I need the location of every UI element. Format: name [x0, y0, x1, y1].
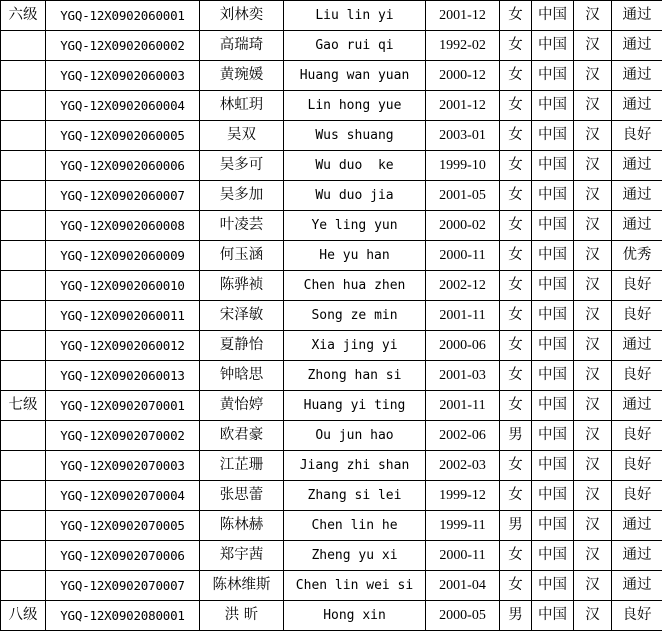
exam-id-cell: YGQ-12X0902060003	[46, 61, 200, 91]
nationality-cell: 中国	[532, 511, 574, 541]
result-cell: 通过	[612, 511, 662, 541]
exam-id-cell: YGQ-12X0902060001	[46, 1, 200, 31]
birth-date-cell: 2000-06	[426, 331, 500, 361]
result-cell: 通过	[612, 391, 662, 421]
exam-id-cell: YGQ-12X0902070005	[46, 511, 200, 541]
exam-id-cell: YGQ-12X0902070003	[46, 451, 200, 481]
gender-cell: 女	[500, 151, 532, 181]
gender-cell: 女	[500, 31, 532, 61]
ethnicity-cell: 汉	[574, 601, 612, 631]
pinyin-name-cell: Ye ling yun	[284, 211, 426, 241]
gender-cell: 女	[500, 1, 532, 31]
birth-date-cell: 2000-11	[426, 241, 500, 271]
nationality-cell: 中国	[532, 31, 574, 61]
exam-id-cell: YGQ-12X0902070004	[46, 481, 200, 511]
pinyin-name-cell: Huang yi ting	[284, 391, 426, 421]
table-row	[1, 181, 662, 211]
result-cell: 通过	[612, 181, 662, 211]
birth-date-cell: 2002-03	[426, 451, 500, 481]
birth-date-cell: 2003-01	[426, 121, 500, 151]
table-row	[1, 301, 662, 331]
pinyin-name-cell: Chen hua zhen	[284, 271, 426, 301]
exam-id-cell: YGQ-12X0902070006	[46, 541, 200, 571]
result-cell: 良好	[612, 301, 662, 331]
exam-id-cell: YGQ-12X0902060006	[46, 151, 200, 181]
nationality-cell: 中国	[532, 481, 574, 511]
chinese-name-cell: 陈林维斯	[200, 571, 284, 601]
gender-cell: 女	[500, 481, 532, 511]
birth-date-cell: 2001-05	[426, 181, 500, 211]
ethnicity-cell: 汉	[574, 451, 612, 481]
chinese-name-cell: 叶凌芸	[200, 211, 284, 241]
birth-date-cell: 2002-06	[426, 421, 500, 451]
gender-cell: 男	[500, 511, 532, 541]
pinyin-name-cell: Jiang zhi shan	[284, 451, 426, 481]
nationality-cell: 中国	[532, 271, 574, 301]
chinese-name-cell: 黄琬媛	[200, 61, 284, 91]
chinese-name-cell: 高瑞琦	[200, 31, 284, 61]
gender-cell: 女	[500, 361, 532, 391]
grade-cell: 六级	[1, 1, 46, 31]
gender-cell: 男	[500, 421, 532, 451]
birth-date-cell: 2001-12	[426, 1, 500, 31]
exam-id-cell: YGQ-12X0902060007	[46, 181, 200, 211]
table-row	[1, 241, 662, 271]
grade-cell	[1, 151, 46, 181]
table-row	[1, 421, 662, 451]
ethnicity-cell: 汉	[574, 481, 612, 511]
grade-cell	[1, 331, 46, 361]
table-row	[1, 121, 662, 151]
nationality-cell: 中国	[532, 541, 574, 571]
grade-cell	[1, 511, 46, 541]
birth-date-cell: 1999-10	[426, 151, 500, 181]
exam-id-cell: YGQ-12X0902080001	[46, 601, 200, 631]
grade-cell	[1, 121, 46, 151]
birth-date-cell: 2002-12	[426, 271, 500, 301]
result-cell: 通过	[612, 211, 662, 241]
result-cell: 通过	[612, 61, 662, 91]
exam-id-cell: YGQ-12X0902060004	[46, 91, 200, 121]
chinese-name-cell: 刘林奕	[200, 1, 284, 31]
exam-id-cell: YGQ-12X0902070002	[46, 421, 200, 451]
nationality-cell: 中国	[532, 91, 574, 121]
grade-cell	[1, 271, 46, 301]
chinese-name-cell: 黄怡婷	[200, 391, 284, 421]
exam-id-cell: YGQ-12X0902060008	[46, 211, 200, 241]
table-row	[1, 151, 662, 181]
nationality-cell: 中国	[532, 571, 574, 601]
pinyin-name-cell: Zheng yu xi	[284, 541, 426, 571]
result-cell: 良好	[612, 451, 662, 481]
exam-id-cell: YGQ-12X0902060005	[46, 121, 200, 151]
exam-id-cell: YGQ-12X0902060002	[46, 31, 200, 61]
pinyin-name-cell: Wus shuang	[284, 121, 426, 151]
chinese-name-cell: 陈骅祯	[200, 271, 284, 301]
pinyin-name-cell: Liu lin yi	[284, 1, 426, 31]
chinese-name-cell: 吴双	[200, 121, 284, 151]
ethnicity-cell: 汉	[574, 511, 612, 541]
birth-date-cell: 2001-11	[426, 391, 500, 421]
pinyin-name-cell: Xia jing yi	[284, 331, 426, 361]
nationality-cell: 中国	[532, 391, 574, 421]
exam-id-cell: YGQ-12X0902070001	[46, 391, 200, 421]
grade-cell	[1, 541, 46, 571]
nationality-cell: 中国	[532, 331, 574, 361]
exam-id-cell: YGQ-12X0902060013	[46, 361, 200, 391]
exam-id-cell: YGQ-12X0902070007	[46, 571, 200, 601]
nationality-cell: 中国	[532, 181, 574, 211]
ethnicity-cell: 汉	[574, 151, 612, 181]
exam-id-cell: YGQ-12X0902060012	[46, 331, 200, 361]
birth-date-cell: 2001-11	[426, 301, 500, 331]
table-row	[1, 451, 662, 481]
nationality-cell: 中国	[532, 451, 574, 481]
ethnicity-cell: 汉	[574, 1, 612, 31]
nationality-cell: 中国	[532, 241, 574, 271]
table-row	[1, 481, 662, 511]
gender-cell: 女	[500, 91, 532, 121]
grade-cell	[1, 421, 46, 451]
table-row	[1, 361, 662, 391]
pinyin-name-cell: Wu duo ke	[284, 151, 426, 181]
nationality-cell: 中国	[532, 421, 574, 451]
result-cell: 通过	[612, 31, 662, 61]
chinese-name-cell: 郑宇茜	[200, 541, 284, 571]
nationality-cell: 中国	[532, 1, 574, 31]
ethnicity-cell: 汉	[574, 181, 612, 211]
chinese-name-cell: 陈林赫	[200, 511, 284, 541]
nationality-cell: 中国	[532, 121, 574, 151]
result-cell: 通过	[612, 331, 662, 361]
grade-cell	[1, 181, 46, 211]
birth-date-cell: 2000-02	[426, 211, 500, 241]
chinese-name-cell: 欧君豪	[200, 421, 284, 451]
table-row	[1, 1, 662, 31]
ethnicity-cell: 汉	[574, 91, 612, 121]
birth-date-cell: 2001-03	[426, 361, 500, 391]
result-cell: 通过	[612, 541, 662, 571]
result-cell: 良好	[612, 121, 662, 151]
gender-cell: 女	[500, 241, 532, 271]
grade-cell: 八级	[1, 601, 46, 631]
pinyin-name-cell: Ou jun hao	[284, 421, 426, 451]
result-cell: 通过	[612, 1, 662, 31]
result-cell: 良好	[612, 481, 662, 511]
result-cell: 良好	[612, 361, 662, 391]
grade-cell	[1, 451, 46, 481]
pinyin-name-cell: Huang wan yuan	[284, 61, 426, 91]
chinese-name-cell: 夏静怡	[200, 331, 284, 361]
gender-cell: 女	[500, 181, 532, 211]
grade-cell: 七级	[1, 391, 46, 421]
birth-date-cell: 1999-11	[426, 511, 500, 541]
birth-date-cell: 2001-12	[426, 91, 500, 121]
table-row	[1, 271, 662, 301]
table-body	[1, 1, 662, 631]
birth-date-cell: 2000-05	[426, 601, 500, 631]
grade-cell	[1, 361, 46, 391]
ethnicity-cell: 汉	[574, 361, 612, 391]
ethnicity-cell: 汉	[574, 301, 612, 331]
grade-cell	[1, 301, 46, 331]
grade-cell	[1, 91, 46, 121]
pinyin-name-cell: Gao rui qi	[284, 31, 426, 61]
gender-cell: 女	[500, 211, 532, 241]
exam-id-cell: YGQ-12X0902060010	[46, 271, 200, 301]
birth-date-cell: 2000-11	[426, 541, 500, 571]
result-cell: 通过	[612, 571, 662, 601]
pinyin-name-cell: Wu duo jia	[284, 181, 426, 211]
nationality-cell: 中国	[532, 601, 574, 631]
ethnicity-cell: 汉	[574, 571, 612, 601]
gender-cell: 女	[500, 331, 532, 361]
ethnicity-cell: 汉	[574, 121, 612, 151]
ethnicity-cell: 汉	[574, 421, 612, 451]
gender-cell: 女	[500, 451, 532, 481]
pinyin-name-cell: Chen lin he	[284, 511, 426, 541]
grade-cell	[1, 211, 46, 241]
result-cell: 通过	[612, 151, 662, 181]
birth-date-cell: 1992-02	[426, 31, 500, 61]
pinyin-name-cell: Lin hong yue	[284, 91, 426, 121]
chinese-name-cell: 钟晗思	[200, 361, 284, 391]
exam-id-cell: YGQ-12X0902060009	[46, 241, 200, 271]
table-row	[1, 511, 662, 541]
chinese-name-cell: 何玉涵	[200, 241, 284, 271]
chinese-name-cell: 洪 昕	[200, 601, 284, 631]
gender-cell: 女	[500, 541, 532, 571]
ethnicity-cell: 汉	[574, 391, 612, 421]
exam-id-cell: YGQ-12X0902060011	[46, 301, 200, 331]
gender-cell: 男	[500, 601, 532, 631]
result-cell: 通过	[612, 91, 662, 121]
result-cell: 良好	[612, 421, 662, 451]
nationality-cell: 中国	[532, 211, 574, 241]
ethnicity-cell: 汉	[574, 211, 612, 241]
result-cell: 良好	[612, 601, 662, 631]
table-row	[1, 391, 662, 421]
nationality-cell: 中国	[532, 361, 574, 391]
gender-cell: 女	[500, 121, 532, 151]
grade-cell	[1, 571, 46, 601]
chinese-name-cell: 宋泽敏	[200, 301, 284, 331]
gender-cell: 女	[500, 271, 532, 301]
ethnicity-cell: 汉	[574, 271, 612, 301]
chinese-name-cell: 吴多加	[200, 181, 284, 211]
birth-date-cell: 2000-12	[426, 61, 500, 91]
table-row	[1, 571, 662, 601]
gender-cell: 女	[500, 571, 532, 601]
nationality-cell: 中国	[532, 61, 574, 91]
result-cell: 优秀	[612, 241, 662, 271]
table-row	[1, 601, 662, 631]
table-row	[1, 31, 662, 61]
pinyin-name-cell: Zhang si lei	[284, 481, 426, 511]
pinyin-name-cell: He yu han	[284, 241, 426, 271]
birth-date-cell: 2001-04	[426, 571, 500, 601]
pinyin-name-cell: Song ze min	[284, 301, 426, 331]
ethnicity-cell: 汉	[574, 31, 612, 61]
table-row	[1, 91, 662, 121]
gender-cell: 女	[500, 61, 532, 91]
nationality-cell: 中国	[532, 301, 574, 331]
grade-cell	[1, 61, 46, 91]
ethnicity-cell: 汉	[574, 331, 612, 361]
birth-date-cell: 1999-12	[426, 481, 500, 511]
chinese-name-cell: 张思蕾	[200, 481, 284, 511]
chinese-name-cell: 林虹玥	[200, 91, 284, 121]
ethnicity-cell: 汉	[574, 61, 612, 91]
pinyin-name-cell: Hong xin	[284, 601, 426, 631]
ethnicity-cell: 汉	[574, 541, 612, 571]
grade-cell	[1, 481, 46, 511]
gender-cell: 女	[500, 301, 532, 331]
grade-cell	[1, 241, 46, 271]
nationality-cell: 中国	[532, 151, 574, 181]
table-row	[1, 211, 662, 241]
pinyin-name-cell: Zhong han si	[284, 361, 426, 391]
gender-cell: 女	[500, 391, 532, 421]
grade-cell	[1, 31, 46, 61]
table-row	[1, 61, 662, 91]
result-cell: 良好	[612, 271, 662, 301]
pinyin-name-cell: Chen lin wei si	[284, 571, 426, 601]
table-row	[1, 331, 662, 361]
chinese-name-cell: 江芷珊	[200, 451, 284, 481]
ethnicity-cell: 汉	[574, 241, 612, 271]
table-row	[1, 541, 662, 571]
chinese-name-cell: 吴多可	[200, 151, 284, 181]
